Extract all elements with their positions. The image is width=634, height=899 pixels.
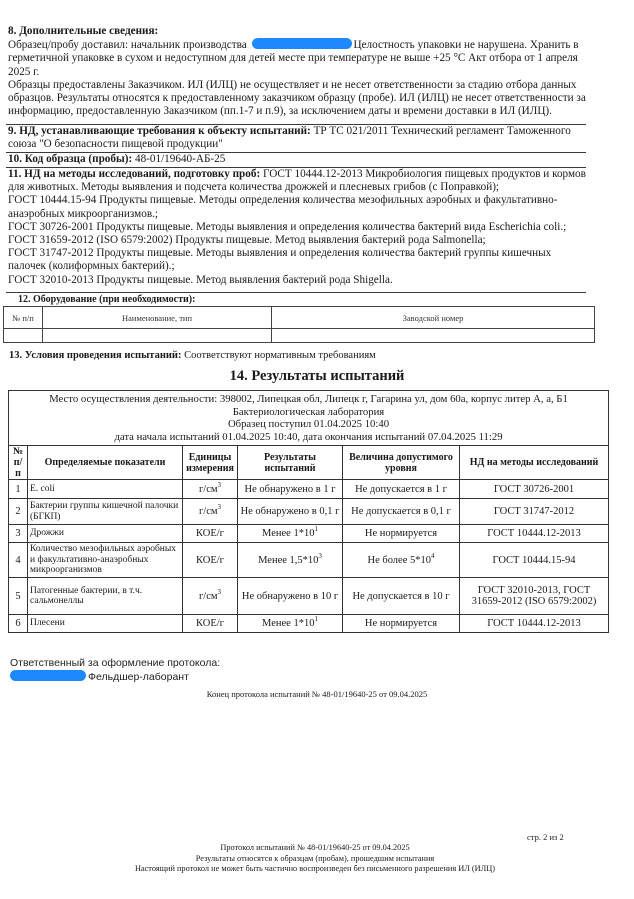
row-number: 6 — [9, 615, 28, 633]
section-9-heading: 9. НД, устанавливающие требования к объекту испытаний: — [8, 125, 311, 137]
footer — [0, 843, 630, 875]
col-limit: Величина допустимого уровня — [343, 446, 460, 480]
col-method: НД на методы исследований — [460, 446, 609, 480]
equipment-table — [3, 306, 595, 343]
footer-reproduction-note: Настоящий протокол не может быть частично воспроизведен без письменного разрешения ИЛ (ИЛЦ) — [134, 864, 496, 874]
section-10 — [8, 153, 588, 166]
row-number: 3 — [9, 525, 28, 543]
result: Менее $1*10^1$ — [238, 615, 343, 633]
cell — [4, 329, 43, 343]
method-standard: ГОСТ 30726-2001 — [460, 480, 609, 499]
row-number: 4 — [9, 543, 28, 578]
indicator: Количество мезофильных аэробных и факультативно-анаэробных микроорганизмов — [28, 543, 183, 578]
row-number: 1 — [9, 480, 28, 499]
permissible-level: Не допускается в 10 г — [343, 578, 460, 615]
delivered-suffix: Целостность упаковки не нарушена. Хранить в герметичной упаковке в сухом и недоступном для детей месте при температуре не выше +25 °С Акт отбора от 1 апреля 2025 г. — [8, 39, 579, 78]
permissible-level: Не нормируется — [343, 615, 460, 633]
delivered-prefix: Образец/пробу доставил: начальник производства — [8, 39, 247, 52]
section-13-heading: 13. Условия проведения испытаний: — [9, 350, 182, 361]
results-info — [9, 391, 609, 446]
section-9 — [8, 125, 588, 151]
responsible-signature — [10, 670, 220, 684]
method-line: ГОСТ 10444.15-94 Продукты пищевые. Методы определения количества мезофильных аэробных и факультативно-анаэробных микроорганизмов.; — [8, 194, 558, 220]
equipment-header-row — [4, 307, 595, 329]
sample-code: 48-01/19640-АБ-25 — [134, 153, 226, 165]
section-12-heading: 12. Оборудование (при необходимости): — [18, 294, 196, 305]
result: Не обнаружено в 0,1 г — [238, 499, 343, 525]
result: Менее $1,5*10^3$ — [238, 543, 343, 578]
page-number: стр. 2 из 2 — [527, 832, 564, 842]
redacted-name-block — [252, 38, 352, 49]
responsible-block — [10, 656, 220, 684]
section-11-heading: 11. НД на методы исследований, подготовку проб: — [8, 168, 261, 180]
table-row — [9, 499, 609, 525]
footer-results-note: Результаты относятся к образцам (пробам), прошедшим испытания — [195, 853, 435, 863]
section-9-value: ТР ТС 021/2011 Технический регламент Таможенного союза "О безопасности пищевой продукции" — [8, 125, 571, 151]
table-row — [9, 578, 609, 615]
cell — [43, 329, 272, 343]
indicator: E. coli — [28, 480, 183, 499]
col-number: № п/п — [9, 446, 28, 480]
permissible-level: Не допускается в 1 г — [343, 480, 460, 499]
method-standard: ГОСТ 10444.12-2013 — [460, 525, 609, 543]
indicator: Дрожжи — [28, 525, 183, 543]
table-row — [9, 525, 609, 543]
method-standard: ГОСТ 31747-2012 — [460, 499, 609, 525]
permissible-level: Не допускается в 0,1 г — [343, 499, 460, 525]
unit: КОЕ/г — [183, 615, 238, 633]
section-8-disclaimer: Образцы предоставлены Заказчиком. ИЛ (ИЛЦ) не осуществляет и не несет ответственности за стадию отбора данных образцов. Результаты относятся к предоставленному заказчиком образцу (пробе). ИЛ (ИЛЦ) не несет ответственности за информацию, предоставленную Заказчиком (пп.1-7 и п.9), за исключением даты и времени доставки в ИЛ (ИЛЦ). — [8, 78, 586, 118]
equipment-row — [4, 329, 595, 343]
method-line: ГОСТ 10444.12-2013 Микробиология пищевых продуктов и кормов для животных. Методы выявления и подсчета количества дрожжей и плесневых грибов (с Поправкой); — [8, 168, 586, 194]
responsible-label: Ответственный за оформление протокола: — [10, 657, 221, 669]
indicator: Патогенные бактерии, в т.ч. сальмонеллы — [28, 578, 183, 615]
activity-location: Место осуществления деятельности: 398002, Липецкая обл, Липецк г, Гагарина ул, дом 60а, корпус литер А, а, Б1 — [49, 393, 568, 405]
unit: КОЕ/г — [183, 525, 238, 543]
row-number: 5 — [9, 578, 28, 615]
section-8-heading: 8. Дополнительные сведения: — [8, 25, 159, 37]
col-indicator: Определяемые показатели — [28, 446, 183, 480]
method-standard: ГОСТ 32010-2013, ГОСТ 31659-2012 (ISO 6579:2002) — [460, 578, 609, 615]
indicator: Плесени — [28, 615, 183, 633]
unit: КОЕ/г — [183, 543, 238, 578]
col-name-type: Наименование, тип — [43, 307, 272, 329]
method-standard: ГОСТ 10444.12-2013 — [460, 615, 609, 633]
responsible-position: Фельдшер-лаборант — [88, 671, 189, 683]
table-row — [9, 480, 609, 499]
unit: $г/см^3$ — [183, 480, 238, 499]
end-of-protocol-note: Конец протокола испытаний № 48-01/19640-25 от 09.04.2025 — [206, 689, 428, 699]
results-header-row — [9, 446, 609, 480]
result: Не обнаружено в 10 г — [238, 578, 343, 615]
table-row — [9, 543, 609, 578]
result: Менее $1*10^1$ — [238, 525, 343, 543]
footer-protocol-number: Протокол испытаний № 48-01/19640-25 от 09.04.2025 — [220, 843, 410, 852]
results-table — [8, 390, 609, 633]
col-serial-number: Заводской номер — [272, 307, 595, 329]
section-11-methods — [8, 168, 588, 287]
cell — [272, 329, 595, 343]
sample-received: Образец поступил 01.04.2025 10:40 — [227, 418, 390, 430]
unit: $г/см^3$ — [183, 499, 238, 525]
permissible-level: Не нормируется — [343, 525, 460, 543]
results-info-row — [9, 391, 609, 446]
results-title: 14. Результаты испытаний — [229, 368, 405, 384]
result: Не обнаружено в 1 г — [238, 480, 343, 499]
redacted-name-block — [10, 670, 86, 681]
section-13-value: Соответствуют нормативным требованиям — [184, 350, 376, 361]
method-line: ГОСТ 31747-2012 Продукты пищевые. Методы выявления и определения количества бактерий группы кишечных палочек (колиформных бактерий).; — [8, 247, 552, 273]
test-dates: дата начала испытаний 01.04.2025 10:40, дата окончания испытаний 07.04.2025 11:29 — [114, 430, 503, 443]
col-number: № п/п — [4, 307, 43, 329]
table-row — [9, 615, 609, 633]
row-number: 2 — [9, 499, 28, 525]
section-8-delivery — [8, 38, 588, 79]
method-line: ГОСТ 32010-2013 Продукты пищевые. Метод выявления бактерий рода Shigella. — [8, 273, 393, 286]
method-standard: ГОСТ 10444.15-94 — [460, 543, 609, 578]
laboratory-name: Бактериологическая лаборатория — [232, 405, 385, 418]
section-8-additional-info — [8, 25, 588, 118]
indicator: Бактерии группы кишечной палочки (БГКП) — [28, 499, 183, 525]
method-line: ГОСТ 30726-2001 Продукты пищевые. Методы выявления и определения количества бактерий вида Escherichia coli.; — [8, 220, 567, 233]
section-13 — [9, 350, 376, 361]
section-10-heading: 10. Код образца (пробы): — [8, 153, 133, 165]
permissible-level: Не более $5*10^4$ — [343, 543, 460, 578]
method-line: ГОСТ 31659-2012 (ISO 6579:2002) Продукты пищевые. Метод выявления бактерий рода Salmonella; — [8, 234, 486, 247]
col-result: Результаты испытаний — [238, 446, 343, 480]
col-unit: Единицы измерения — [183, 446, 238, 480]
unit: $г/см^3$ — [183, 578, 238, 615]
